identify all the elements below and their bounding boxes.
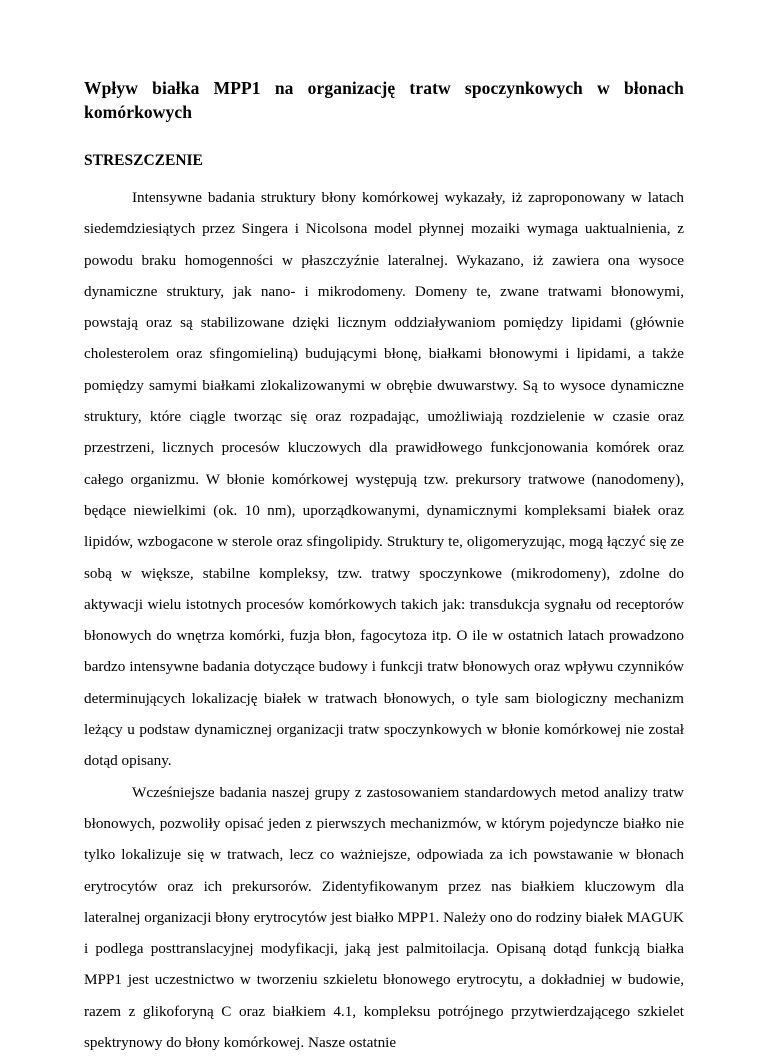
document-title: Wpływ białka MPP1 na organizację tratw spoczynkowych w błonach komórkowych xyxy=(84,78,684,122)
abstract-paragraph-2: Wcześniejsze badania naszej grupy z zastosowaniem standardowych metod analizy tratw błonowych, pozwoliły opisać jeden z pierwszych mechanizmów, w którym pojedyncze białko nie tylko lokalizuje się w tratwach, lecz co ważniejsze, odpowiada za ich powstawanie w błonach erytrocytów oraz ich prekursorów. Zidentyfikowanym przez nas białkiem kluczowym dla lateralnej organizacji błony erytrocytów jest białko MPP1. Należy ono do rodziny białek MAGUK i podlega posttranslacyjnej modyfikacji, jaką jest palmitoilacja. Opisaną dotąd funkcją białka MPP1 jest uczestnictwo w tworzeniu szkieletu błonowego erytrocytu, a dokładniej w budowie, razem z glikoforyną C oraz białkiem 4.1, kompleksu potrójnego przytwierdzającego szkielet spektrynowy do błony komórkowej. Nasze ostatnie xyxy=(84,783,684,1052)
section-heading-abstract: STRESZCZENIE xyxy=(84,152,203,169)
abstract-paragraph-1: Intensywne badania struktury błony komórkowej wykazały, iż zaproponowany w latach siedemdziesiątych przez Singera i Nicolsona model płynnej mozaiki wymaga uaktualnienia, z powodu braku homogenności w płaszczyźnie lateralnej. Wykazano, iż zawiera ona wysoce dynamiczne struktury, jak nano- i mikrodomeny. Domeny te, zwane tratwami błonowymi, powstają oraz są stabilizowane dzięki licznym oddziaływaniom pomiędzy lipidami (głównie cholesterolem oraz sfingomieliną) budującymi błonę, białkami błonowymi i lipidami, a także pomiędzy samymi białkami zlokalizowanymi w obrębie dwuwarstwy. Są to wysoce dynamiczne struktury, które ciągle tworząc się oraz rozpadając, umożliwiają rozdzielenie w czasie oraz przestrzeni, licznych procesów kluczowych dla prawidłowego funkcjonowania komórek oraz całego organizmu. W błonie komórkowej występują tzw. prekursory tratwowe (nanodomeny), będące niewielkimi (ok. 10 nm), uporządkowanymi, dynamicznymi kompleksami białek oraz lipidów, wzbogacone w sterole oraz sfingolipidy. Struktury te, oligomeryzując, mogą łączyć się ze sobą w większe, stabilne kompleksy, tzw. tratwy spoczynkowe (mikrodomeny), zdolne do aktywacji wielu istotnych procesów komórkowych takich jak: transdukcja sygnału od receptorów błonowych do wnętrza komórki, fuzja błon, fagocytoza itp. O ile w ostatnich latach prowadzono bardzo intensywne badania dotyczące budowy i funkcji tratw błonowych oraz wpływu czynników determinujących lokalizację białek w tratwach błonowych, o tyle sam biologiczny mechanizm leżący u podstaw dynamicznej organizacji tratw spoczynkowych w błonie komórkowej nie został dotąd opisany. xyxy=(84,189,684,770)
